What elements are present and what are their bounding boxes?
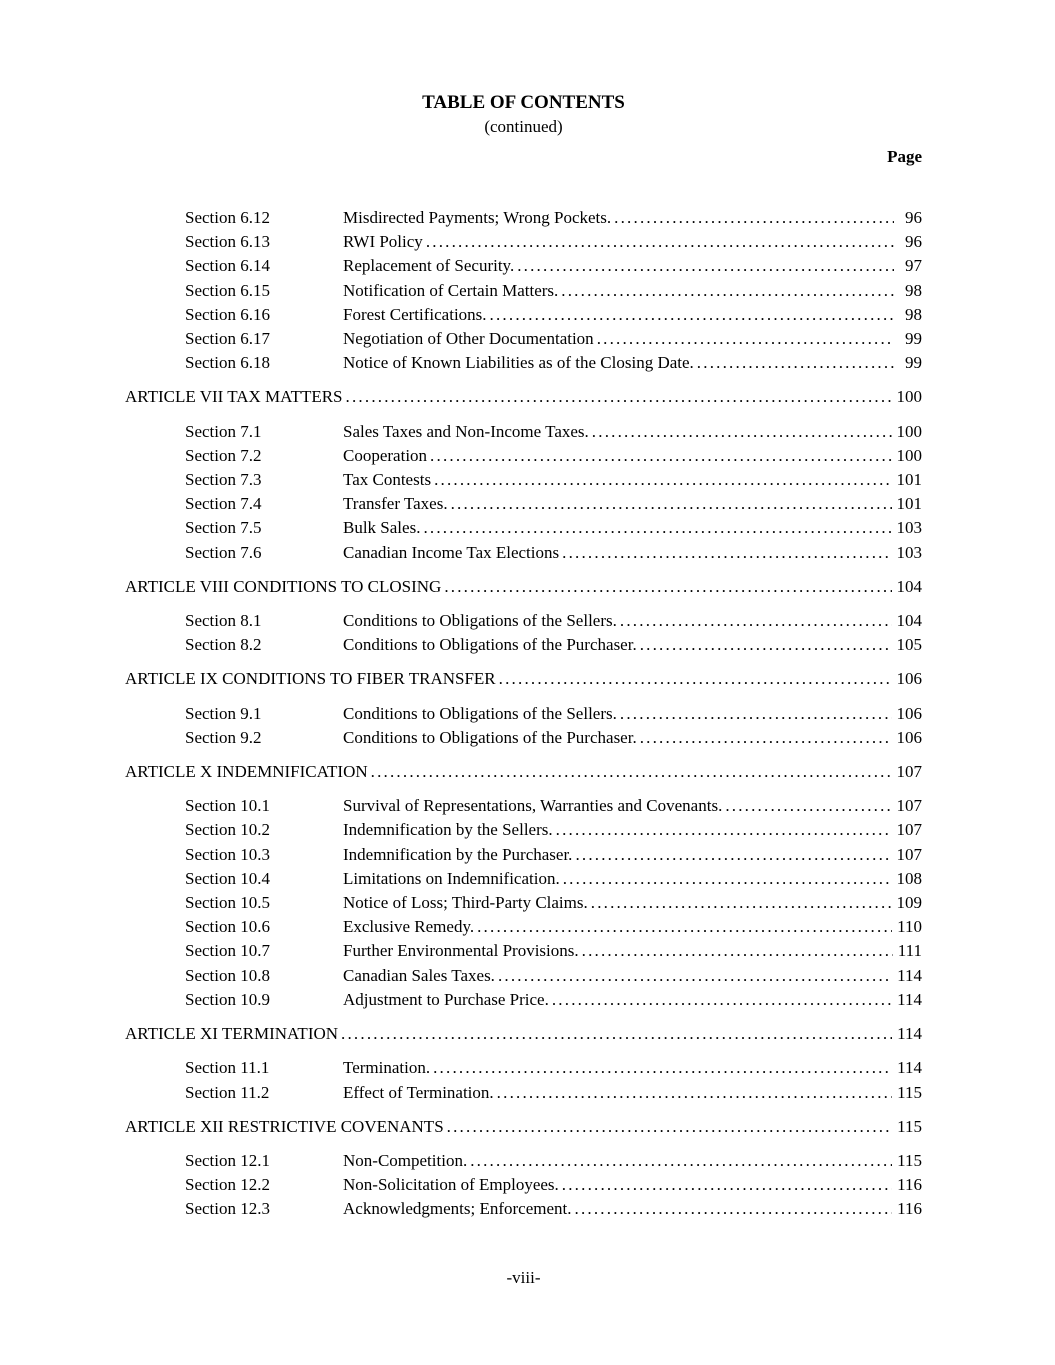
toc-section-row [125,351,922,375]
page-number: 115 [897,1082,922,1102]
section-title: Notice of Known Liabilities as of the Closing Date. [343,353,694,373]
toc-section-row [125,964,922,988]
dot-leader [346,385,892,409]
toc-list [125,206,922,1222]
dot-leader [620,702,892,726]
dot-leader [561,279,894,303]
toc-article-row [125,575,922,599]
page-number: 107 [896,796,922,816]
page-number: 96 [905,232,922,252]
section-title: Canadian Sales Taxes. [343,965,495,985]
page-number: 116 [897,1175,922,1195]
section-number: Section 6.14 [185,256,270,276]
toc-article-row [125,667,922,691]
article-title: ARTICLE XI TERMINATION [125,1024,339,1044]
toc-article-row [125,385,922,409]
section-number: Section 9.1 [185,703,262,723]
section-number: Section 6.17 [185,329,270,349]
section-title: Canadian Income Tax Elections [343,542,560,562]
toc-section-row [125,915,922,939]
article-title: ARTICLE VII TAX MATTERS [125,387,343,407]
page-number: 96 [905,208,922,227]
dot-leader [725,794,891,818]
page-number: 111 [897,941,922,961]
dot-leader [640,726,892,750]
page-number: 100 [896,445,922,465]
section-number: Section 6.18 [185,353,270,373]
page-number: 104 [896,611,922,631]
dot-leader [497,1081,892,1105]
dot-leader [620,609,892,633]
section-number: Section 8.1 [185,611,262,631]
section-number: Section 10.6 [185,917,270,937]
page-number: 99 [905,353,922,373]
dot-leader [562,541,891,565]
toc-article-row [125,1115,922,1139]
page-number: 105 [896,635,922,655]
toc-section-row [125,1149,922,1173]
section-title: Transfer Taxes. [343,494,448,514]
section-number: Section 10.7 [185,941,270,961]
dot-leader [562,1173,892,1197]
section-number: Section 7.4 [185,494,262,514]
page-number: 104 [896,576,922,596]
page-number: 114 [897,989,922,1009]
section-title: Indemnification by the Purchaser. [343,844,573,864]
dot-leader [451,492,892,516]
dot-leader [614,206,894,230]
section-title: Conditions to Obligations of the Sellers. [343,611,617,631]
section-title: Effect of Termination. [343,1082,494,1102]
page-number: 110 [897,917,922,937]
section-title: Bulk Sales. [343,518,421,538]
section-number: Section 6.16 [185,304,270,324]
toc-section-row [125,609,922,633]
page-number: 97 [905,256,922,276]
section-title: Indemnification by the Sellers. [343,820,553,840]
dot-leader [426,230,894,254]
section-title: Conditions to Obligations of the Sellers. [343,703,617,723]
dot-leader [552,988,892,1012]
section-number: Section 6.12 [185,208,270,227]
toc-section-row [125,420,922,444]
dot-leader [477,915,892,939]
section-number: Section 10.2 [185,820,270,840]
page-column-label: Page [887,147,922,166]
dot-leader [444,575,891,599]
section-number: Section 10.8 [185,965,270,985]
dot-leader [563,867,892,891]
section-title: RWI Policy [343,232,423,252]
toc-section-row [125,702,922,726]
dot-leader [430,444,891,468]
dot-leader [470,1149,892,1173]
toc-article-row [125,1022,922,1046]
section-title: Replacement of Security. [343,256,515,276]
section-number: Section 8.2 [185,635,262,655]
section-number: Section 10.9 [185,989,270,1009]
section-number: Section 12.3 [185,1199,270,1219]
page-title: TABLE OF CONTENTS [422,92,625,113]
page-number: 107 [896,844,922,864]
toc-section-row [125,516,922,540]
page-number: 106 [896,727,922,747]
page-number: 101 [896,494,922,514]
section-title: Acknowledgments; Enforcement. [343,1199,572,1219]
dot-leader [697,351,894,375]
section-title: Negotiation of Other Documentation [343,329,594,349]
page-number: 106 [896,669,922,689]
dot-leader [517,254,894,278]
section-title: Sales Taxes and Non-Income Taxes. [343,421,589,441]
section-number: Section 6.15 [185,280,270,300]
section-title: Conditions to Obligations of the Purchaser. [343,635,637,655]
dot-leader [556,818,892,842]
toc-section-row [125,726,922,750]
article-title: ARTICLE XII RESTRICTIVE COVENANTS [125,1116,444,1136]
section-title: Limitations on Indemnification. [343,868,560,888]
section-title: Termination. [343,1058,431,1078]
page-number: 99 [905,329,922,349]
page-number: 114 [897,965,922,985]
toc-section-row [125,254,922,278]
section-number: Section 11.2 [185,1082,270,1102]
page-number: 107 [896,820,922,840]
section-number: Section 6.13 [185,232,270,252]
dot-leader [582,939,893,963]
page-number: 116 [897,1199,922,1219]
toc-header [125,90,922,168]
dot-leader [498,964,892,988]
toc-section-row [125,303,922,327]
page-number: 101 [896,470,922,490]
toc-section-row [125,206,922,230]
toc-section-row [125,1173,922,1197]
toc-section-row [125,492,922,516]
page-number: 98 [905,304,922,324]
section-title: Non-Solicitation of Employees. [343,1175,559,1195]
page-number-footer: -viii- [506,1267,541,1287]
section-number: Section 11.1 [185,1058,270,1078]
page-number: 100 [896,387,922,407]
section-number: Section 12.2 [185,1175,270,1195]
page-number: 98 [905,280,922,300]
toc-section-row [125,843,922,867]
section-number: Section 7.3 [185,470,262,490]
dot-leader [597,327,894,351]
dot-leader [592,420,892,444]
page-number: 103 [896,542,922,562]
page-number: 114 [897,1058,922,1078]
toc-section-row [125,988,922,1012]
section-title: Survival of Representations, Warranties and Covenants. [343,796,723,816]
section-title: Tax Contests [343,470,432,490]
page-number: 100 [896,421,922,441]
section-title: Notice of Loss; Third-Party Claims. [343,893,588,913]
page-number: 115 [897,1150,922,1170]
toc-section-row [125,279,922,303]
toc-section-row [125,633,922,657]
section-title: Conditions to Obligations of the Purchaser. [343,727,637,747]
dot-leader [575,1197,893,1221]
toc-section-row [125,1197,922,1221]
section-number: Section 10.4 [185,868,270,888]
dot-leader [499,667,892,691]
toc-section-row [125,818,922,842]
section-title: Forest Certifications. [343,304,487,324]
toc-section-row [125,468,922,492]
section-title: Further Environmental Provisions. [343,941,579,961]
section-number: Section 9.2 [185,727,262,747]
dot-leader [447,1115,892,1139]
section-number: Section 10.5 [185,893,270,913]
section-number: Section 7.2 [185,445,262,465]
section-number: Section 10.1 [185,796,270,816]
toc-section-row [125,444,922,468]
toc-section-row [125,939,922,963]
page-number: 108 [896,868,922,888]
toc-section-row [125,541,922,565]
section-number: Section 12.1 [185,1150,270,1170]
section-title: Adjustment to Purchase Price. [343,989,549,1009]
section-title: Cooperation [343,445,428,465]
article-title: ARTICLE VIII CONDITIONS TO CLOSING [125,576,442,596]
toc-section-row [125,230,922,254]
section-number: Section 7.1 [185,421,262,441]
page-number: 107 [896,762,922,782]
dot-leader [371,760,892,784]
section-number: Section 7.5 [185,518,262,538]
dot-leader [434,468,891,492]
dot-leader [591,891,892,915]
toc-section-row [125,327,922,351]
page-number: 115 [897,1116,922,1136]
section-title: Notification of Certain Matters. [343,280,559,300]
page-number: 109 [896,893,922,913]
dot-leader [433,1056,892,1080]
section-title: Misdirected Payments; Wrong Pockets. [343,208,612,227]
toc-section-row [125,867,922,891]
section-title: Non-Competition. [343,1150,468,1170]
dot-leader [423,516,891,540]
section-number: Section 7.6 [185,542,262,562]
page-number: 106 [896,703,922,723]
section-title: Exclusive Remedy. [343,917,475,937]
page-subtitle: (continued) [484,117,563,136]
article-title: ARTICLE X INDEMNIFICATION [125,762,368,782]
dot-leader [490,303,894,327]
toc-section-row [125,794,922,818]
dot-leader [575,843,891,867]
section-number: Section 10.3 [185,844,270,864]
toc-section-row [125,1056,922,1080]
article-title: ARTICLE IX CONDITIONS TO FIBER TRANSFER [125,669,496,689]
toc-section-row [125,1081,922,1105]
toc-section-row [125,891,922,915]
dot-leader [640,633,892,657]
page-number: 114 [897,1024,922,1044]
page-number: 103 [896,518,922,538]
dot-leader [341,1022,892,1046]
toc-article-row [125,760,922,784]
